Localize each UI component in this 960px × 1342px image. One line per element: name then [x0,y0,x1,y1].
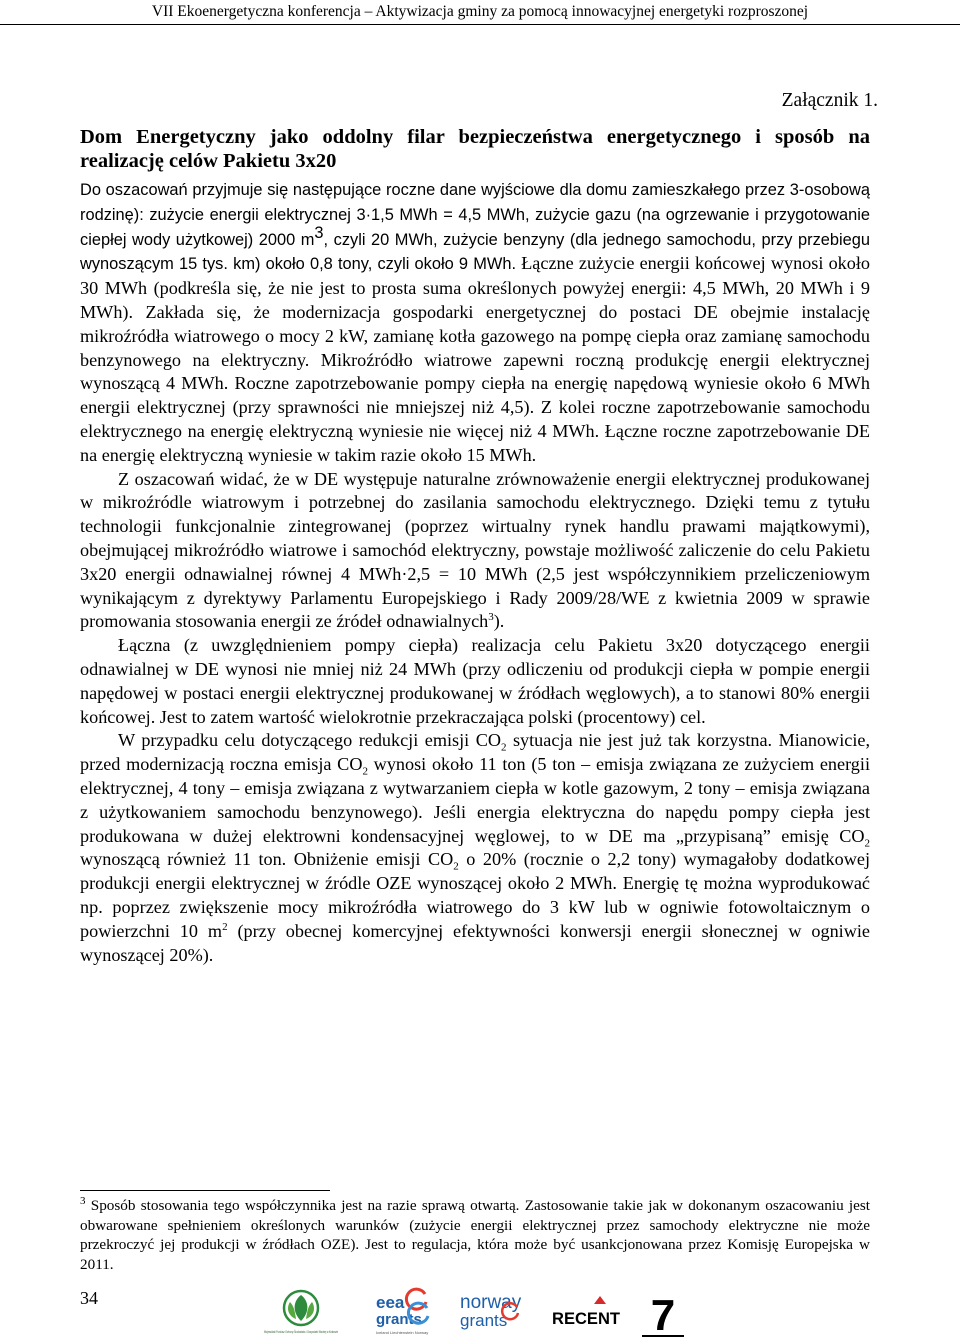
wfos-logo [262,1288,372,1342]
footnote-ref: 3 [488,611,494,624]
paragraph-4-part-d: wynoszącą również 11 ton. Obniżenie emisji CO [80,849,454,870]
paragraph-1-part-c: Łączne zużycie energii końcowej wynosi około 30 MWh (podkreśla się, że nie jest to prosta suma określonych powyżej energii: 4,5 MWh, 20 MWh i 9 MWh). Zakłada się, że modernizacja gospodarki energetycznej do postaci DE obejmie instalację mikroźródła wiatrowego o mocy 2 kW, zamianę kotła gazowego na pompę ciepła oraz zamianę samochodu benzynowego na elektryczny. Mikroźródło wiatrowe zapewni roczną produkcję energii elektrycznej wynoszącą 4 MWh. Roczne zapotrzebowanie pompy ciepła na energię napędową wyniesie około 6 MWh energii elektrycznej (przy sprawności nie mniejszej niż 4,5). Z kolei roczne zapotrzebowanie samochodu elektrycznego na energię elektryczną wyniesie nie więcej niż 4 MWh. Łączne roczne zapotrzebowanie DE na energię elektryczną wyniesie w takim razie około 15 MWh. [80,253,870,465]
annex-label: Załącznik 1. [781,90,878,111]
paragraph-2-part-b: ). [493,611,505,632]
eea-logo-text-3: Iceland Liechtenstein Norway [376,1330,429,1335]
eea-grants-logo [370,1288,442,1342]
footnote-separator [80,1190,330,1191]
seventh-framework-logo [640,1288,686,1342]
running-header: VII Ekoenergetyczna konferencja – Aktywizacja gminy za pomocą innowacyjnej energetyki rozproszonej [0,0,960,25]
paragraph-1 [80,178,870,468]
subscript: 2 [864,837,870,850]
paragraph-4-part-e: o 20% (rocznie o 2,2 tony) wymagałoby dodatkowej produkcji energii elektrycznej w źródle OZE wynoszącej około 2 MWh. Energię tę można wyprodukować np. poprzez zwiększenie mocy mikroźródła wiatrowego do 3 kW lub w ogniwie fotowoltaicznym o powierzchni 10 m [80,849,871,941]
norway-grants-logo [458,1288,540,1342]
norway-logo-text-1: norway [460,1292,522,1313]
main-content [80,125,870,967]
paragraph-2-part-a: Z oszacowań widać, że w DE występuje naturalne zrównoważenie energii elektrycznej produkowanej w mikroźródle wiatrowym i potrzebnej do zasilania samochodu elektrycznego. Dzięki temu z tytułu technologii funkcjonalnie zintegrowanej (poprzez wirtualny rynek handlu prawami majątkowymi), obejmującej mikroźródło wiatrowe i samochód elektryczny, powstaje możliwość zaliczenie do celu Pakietu 3x20 energii odnawialnej równej 4 MWh·2,5 = 10 MWh (2,5 jest współczynnikiem przeliczeniowym wynikającym z dyrektywy Parlamentu Europejskiego i Rady 2009/28/WE z kwietnia 2009 w sprawie promowania stosowania energii ze źródeł odnawialnych [80,468,870,632]
recent-logo-text: RECENT [552,1309,621,1328]
paragraph-4-part-c: wynosi około 11 ton (5 ton – emisja związana ze zużyciem energii elektrycznej, 4 tony – emisja związana z wytwarzaniem ciepła w kotle gazowym, 2 tony – emisja związana z użytkowaniem samochodu benzynowego). Jeśli energia elektryczna do napędu pompy ciepła jest produkowana w dużej elektrowni kondensacyjnej węglowej, to w DE ma „przypisaną” emisję CO [80,754,870,846]
footnote [80,1196,870,1274]
subscript: 2 [500,741,507,754]
paragraph-4-part-f: (przy obecnej komercyjnej efektywności konwersji energii słonecznej w ogniwie wynoszącej 20%). [80,920,870,965]
footnote-mark: 3 [80,1194,86,1207]
paragraph-3: Łączna (z uwzględnieniem pompy ciepła) realizacja celu Pakietu 3x20 dotyczącego energii odnawialnej w DE wynosi nie mniej niż 24 MWh (przy odliczeniu od produkcji ciepła w pompie energii napędowej w postaci energii elektrycznej produkowanej w źródłach węglowych), a to stanowi 80% energii końcowej. Jest to zatem wartość wielokrotnie przekraczająca polski (procentowy) cel. [80,635,870,727]
paragraph-1-part-a: Do oszacowań przyjmuje się następujące roczne dane wyjściowe dla domu zamieszkałego przez 3-osobową rodzinę): zużycie energii elektrycznej 3·1,5 MWh = 4,5 MWh, zużycie gazu (na ogrzewanie i przygotowanie ciepłej wody użytkowej) 2000 m [80,181,870,249]
seventh-logo-text: 7 [650,1291,676,1340]
eea-logo-text-2: grants [376,1311,422,1328]
norway-logo-text-2: grants [460,1311,508,1330]
eea-logo-text-1: eea [376,1293,405,1312]
superscript: 3 [314,223,324,242]
recent-logo [550,1288,622,1342]
subscript: 2 [362,765,368,778]
page-title: Dom Energetyczny jako oddolny filar bezpieczeństwa energetycznego i sposób na realizację celów Pakietu 3x20 [80,126,870,172]
sponsor-logos [0,1288,960,1342]
paragraph-4-part-b: sytuacja nie jest już tak korzystna. Mianowicie, przed modernizacją roczna emisja CO [80,730,870,775]
subscript: 2 [453,860,459,873]
page-number: 34 [80,1288,98,1308]
footnote-text: Sposób stosowania tego współczynnika jest na razie sprawą otwartą. Zastosowanie takie jak w dokonanym oszacowaniu jest obwarowane spełnieniem określonych warunków (zużycie energii elektrycznej przez samochody elektryczne nie może przekroczyć jej produkcji w źródłach OZE). Jest to regulacja, która może być usankcjonowana przez Komisję Europejska w 2011. [80,1197,870,1273]
paragraph-4-part-a: W przypadku celu dotyczącego redukcji emisji CO [118,730,501,751]
superscript: 2 [222,920,228,933]
paragraph-2 [80,468,870,635]
wfos-logo-text: Wojewódzki Fundusz Ochrony Środowiska i Gospodarki Wodnej w Krakowie [264,1330,372,1334]
paragraph-4 [80,729,870,967]
paragraph-1-part-b: , czyli 20 MWh, zużycie benzyny (dla jednego samochodu, przy przebiegu wynoszącym 15 tys. km) około 0,8 tony, czyli około 9 MWh. [80,230,870,274]
